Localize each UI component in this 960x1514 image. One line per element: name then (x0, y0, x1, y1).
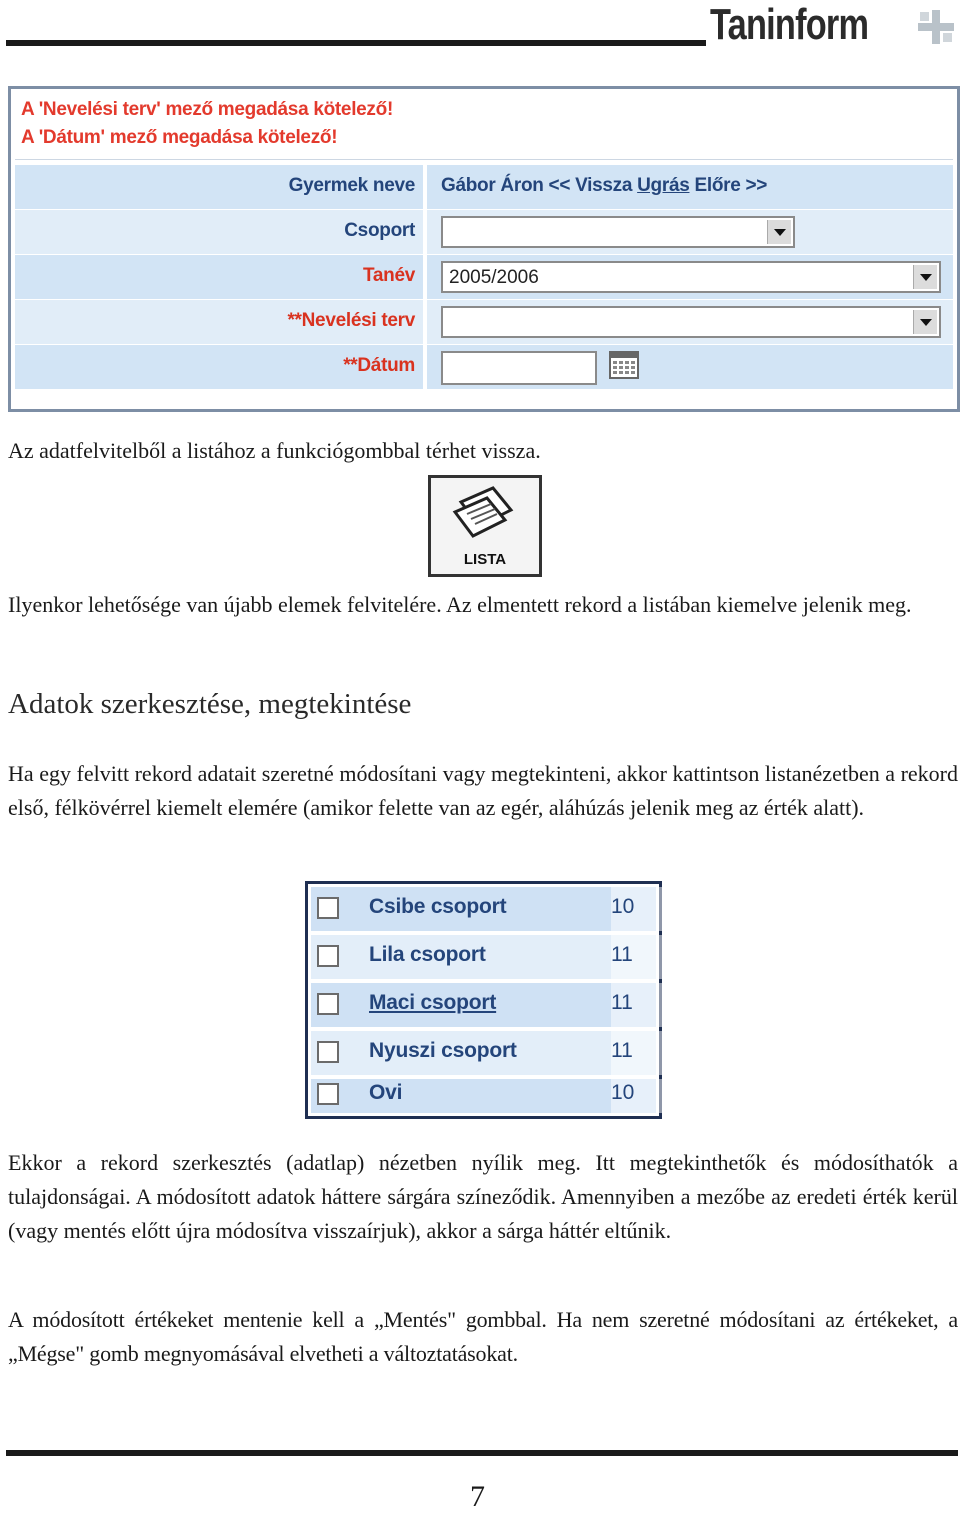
paragraph-edit-record: Ha egy felvitt rekord adatait szeretné módosítani vagy megtekinteni, akkor kattintson listanézetben a rekord első, félkövérrel kiemelt elemére (amikor felette van az egér, aláhúzás jelenik meg az érték alatt). (8, 761, 958, 820)
lista-button[interactable] (428, 475, 542, 577)
edit-form-screenshot (8, 86, 960, 412)
group-count: 10 (611, 895, 635, 918)
row-checkbox[interactable] (317, 1083, 339, 1105)
group-name[interactable]: Csibe csoport (369, 895, 507, 918)
header-rule (6, 40, 706, 46)
list-item (311, 1031, 656, 1075)
taninform-logo-icon (916, 8, 956, 46)
chevron-down-icon[interactable] (913, 310, 937, 334)
row-checkbox[interactable] (317, 945, 339, 967)
group-name[interactable]: Nyuszi csoport (369, 1039, 517, 1062)
group-name[interactable]: Maci csoport (369, 991, 497, 1014)
group-name[interactable]: Lila csoport (369, 943, 486, 966)
chevron-down-icon[interactable] (767, 220, 791, 244)
list-item (311, 935, 656, 979)
row-checkbox[interactable] (317, 897, 339, 919)
forward-link[interactable]: Előre >> (694, 175, 768, 196)
error-messages (15, 93, 953, 160)
row-checkbox[interactable] (317, 1041, 339, 1063)
list-item (311, 1079, 656, 1113)
date-row (15, 345, 953, 389)
plan-label: **Nevelési terv (287, 310, 415, 331)
chevron-down-icon[interactable] (913, 265, 937, 289)
date-label: **Dátum (343, 355, 415, 376)
paragraph-save-cancel: A módosított értékeket mentenie kell a „Mentés" gombbal. Ha nem szeretné módosítani az értékeket, a „Mégse" gomb megnyomásával elvetheti a változtatásokat. (8, 1307, 958, 1366)
group-count: 10 (611, 1081, 635, 1104)
error-message: A 'Nevelési terv' mező megadása kötelező! (21, 99, 393, 120)
paragraph-edit-view: Ekkor a rekord szerkesztés (adatlap) nézetben nyílik meg. Itt megtekinthetők és módosíthatók a tulajdonságai. A módosított adatok háttere sárgára színeződik. Amennyiben a mezőbe az eredeti érték kerül (vagy mentés előtt újra módosítva visszaírjuk), akkor a sárga háttér eltűnik. (8, 1150, 958, 1243)
brand-name: Taninform (710, 0, 869, 49)
group-label: Csoport (344, 220, 415, 241)
date-input[interactable] (441, 351, 597, 385)
brand (710, 0, 913, 50)
paragraph-new-items: Ilyenkor lehetősége van újabb elemek felvitelére. Az elmentett rekord a listában kiemelve jelenik meg. (8, 592, 912, 617)
group-name[interactable]: Ovi (369, 1081, 403, 1104)
year-label: Tanév (362, 265, 415, 286)
year-value: 2005/2006 (449, 267, 539, 288)
calendar-icon[interactable] (609, 351, 639, 379)
group-count: 11 (611, 943, 633, 966)
page-number: 7 (470, 1480, 485, 1513)
form-fields (15, 165, 953, 390)
footer-rule (6, 1450, 958, 1456)
row-checkbox[interactable] (317, 993, 339, 1015)
year-row (15, 255, 953, 299)
error-message: A 'Dátum' mező megadása kötelező! (21, 127, 338, 148)
lista-button-label: LISTA (463, 551, 507, 568)
child-name-value: Gábor Áron (441, 175, 544, 196)
group-select[interactable] (441, 216, 795, 248)
jump-link[interactable]: Ugrás (637, 175, 690, 196)
list-item (311, 887, 656, 931)
child-name-label: Gyermek neve (288, 175, 415, 196)
plan-row (15, 300, 953, 344)
documents-icon (431, 480, 539, 550)
year-select[interactable] (441, 261, 941, 293)
child-name-nav (441, 175, 767, 197)
paragraph-back-to-list: Az adatfelvitelből a listához a funkciógombbal térhet vissza. (8, 438, 541, 463)
group-count: 11 (611, 991, 633, 1014)
back-link[interactable]: << Vissza (548, 175, 633, 196)
plan-select[interactable] (441, 306, 941, 338)
list-item (311, 983, 656, 1027)
group-list-screenshot (305, 881, 662, 1119)
group-count: 11 (611, 1039, 633, 1062)
group-row (15, 210, 953, 254)
section-heading: Adatok szerkesztése, megtekintése (8, 688, 412, 720)
child-name-row (15, 165, 953, 209)
